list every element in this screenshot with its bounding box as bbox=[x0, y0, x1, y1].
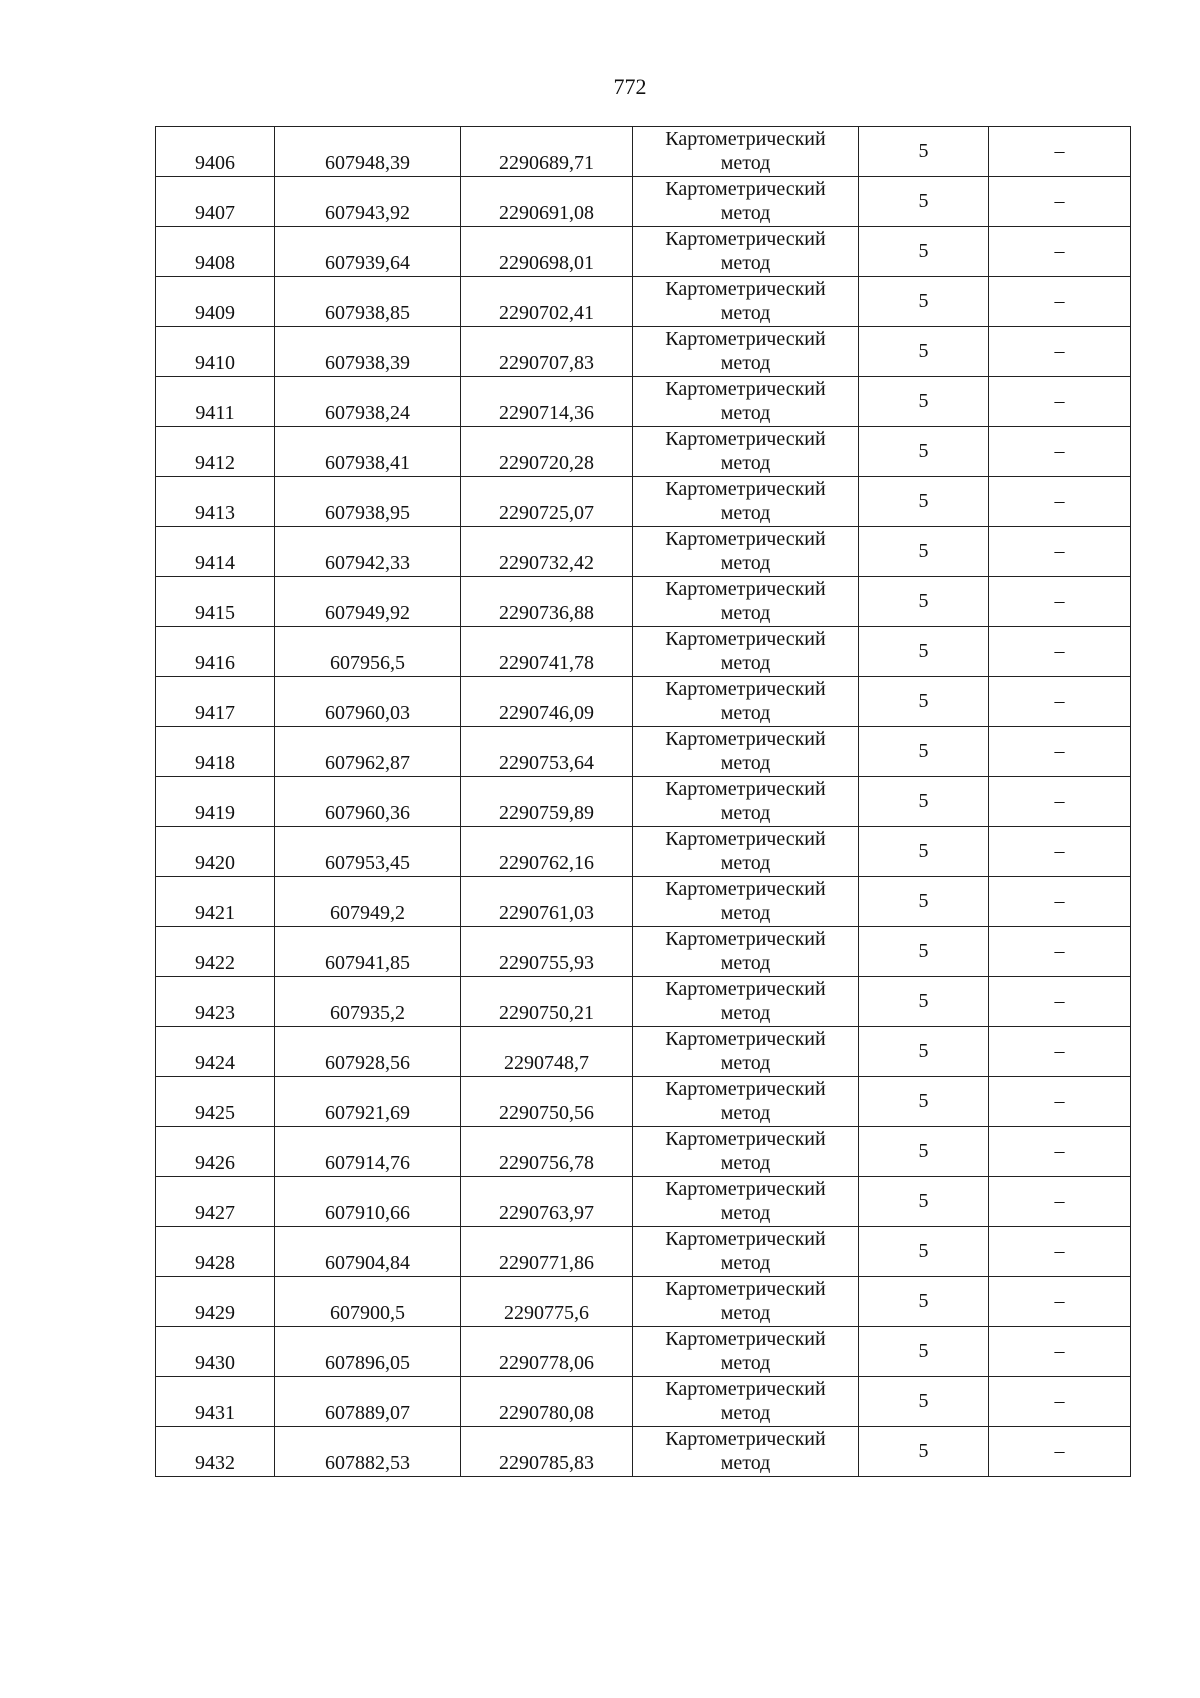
y-coordinate-cell: 2290750,21 bbox=[461, 977, 633, 1027]
table-row bbox=[156, 627, 1131, 677]
x-coordinate-cell: 607938,95 bbox=[275, 477, 461, 527]
method-line-1: Картометрический bbox=[665, 328, 826, 350]
note-cell: – bbox=[989, 627, 1131, 677]
method-line-1: Картометрический bbox=[665, 628, 826, 650]
method-line-2: метод bbox=[720, 1202, 771, 1224]
y-coordinate-cell: 2290736,88 bbox=[461, 577, 633, 627]
method-line-1: Картометрический bbox=[665, 1428, 826, 1450]
x-coordinate-cell: 607914,76 bbox=[275, 1127, 461, 1177]
method-line-1: Картометрический bbox=[665, 728, 826, 750]
point-number-cell: 9421 bbox=[156, 877, 275, 927]
method-line-2: метод bbox=[720, 602, 771, 624]
table-row bbox=[156, 527, 1131, 577]
table-row bbox=[156, 977, 1131, 1027]
table-row bbox=[156, 577, 1131, 627]
method-line-1: Картометрический bbox=[665, 678, 826, 700]
method-line-2: метод bbox=[720, 202, 771, 224]
note-cell: – bbox=[989, 227, 1131, 277]
method-line-2: метод bbox=[720, 752, 771, 774]
coordinates-table bbox=[155, 126, 1131, 1477]
method-line-1: Картометрический bbox=[665, 428, 826, 450]
x-coordinate-cell: 607938,39 bbox=[275, 327, 461, 377]
x-coordinate-cell: 607960,36 bbox=[275, 777, 461, 827]
accuracy-cell: 5 bbox=[859, 727, 989, 777]
y-coordinate-cell: 2290748,7 bbox=[461, 1027, 633, 1077]
note-cell: – bbox=[989, 1027, 1131, 1077]
table-row bbox=[156, 327, 1131, 377]
point-number-cell: 9413 bbox=[156, 477, 275, 527]
table-row bbox=[156, 1177, 1131, 1227]
x-coordinate-cell: 607960,03 bbox=[275, 677, 461, 727]
y-coordinate-cell: 2290761,03 bbox=[461, 877, 633, 927]
note-cell: – bbox=[989, 1077, 1131, 1127]
point-number-cell: 9408 bbox=[156, 227, 275, 277]
table-row bbox=[156, 277, 1131, 327]
method-cell bbox=[633, 427, 859, 477]
note-cell: – bbox=[989, 1227, 1131, 1277]
method-cell bbox=[633, 127, 859, 177]
note-cell: – bbox=[989, 877, 1131, 927]
method-cell bbox=[633, 1027, 859, 1077]
note-cell: – bbox=[989, 827, 1131, 877]
method-cell bbox=[633, 527, 859, 577]
y-coordinate-cell: 2290775,6 bbox=[461, 1277, 633, 1327]
method-line-2: метод bbox=[720, 952, 771, 974]
method-line-2: метод bbox=[720, 402, 771, 424]
accuracy-cell: 5 bbox=[859, 627, 989, 677]
note-cell: – bbox=[989, 277, 1131, 327]
point-number-cell: 9424 bbox=[156, 1027, 275, 1077]
table-row bbox=[156, 177, 1131, 227]
y-coordinate-cell: 2290698,01 bbox=[461, 227, 633, 277]
method-line-2: метод bbox=[720, 502, 771, 524]
point-number-cell: 9411 bbox=[156, 377, 275, 427]
method-line-2: метод bbox=[720, 302, 771, 324]
method-cell bbox=[633, 877, 859, 927]
point-number-cell: 9416 bbox=[156, 627, 275, 677]
y-coordinate-cell: 2290762,16 bbox=[461, 827, 633, 877]
method-line-1: Картометрический bbox=[665, 228, 826, 250]
note-cell: – bbox=[989, 1127, 1131, 1177]
note-cell: – bbox=[989, 1327, 1131, 1377]
method-line-1: Картометрический bbox=[665, 978, 826, 1000]
note-cell: – bbox=[989, 677, 1131, 727]
method-line-1: Картометрический bbox=[665, 128, 826, 150]
x-coordinate-cell: 607900,5 bbox=[275, 1277, 461, 1327]
note-cell: – bbox=[989, 177, 1131, 227]
x-coordinate-cell: 607943,92 bbox=[275, 177, 461, 227]
table-row bbox=[156, 127, 1131, 177]
accuracy-cell: 5 bbox=[859, 327, 989, 377]
note-cell: – bbox=[989, 377, 1131, 427]
y-coordinate-cell: 2290720,28 bbox=[461, 427, 633, 477]
x-coordinate-cell: 607949,92 bbox=[275, 577, 461, 627]
method-line-2: метод bbox=[720, 252, 771, 274]
method-line-1: Картометрический bbox=[665, 828, 826, 850]
accuracy-cell: 5 bbox=[859, 177, 989, 227]
method-line-1: Картометрический bbox=[665, 178, 826, 200]
method-line-2: метод bbox=[720, 1452, 771, 1474]
x-coordinate-cell: 607896,05 bbox=[275, 1327, 461, 1377]
note-cell: – bbox=[989, 327, 1131, 377]
table-row bbox=[156, 1077, 1131, 1127]
method-line-1: Картометрический bbox=[665, 1378, 826, 1400]
table-row bbox=[156, 877, 1131, 927]
method-line-2: метод bbox=[720, 802, 771, 824]
accuracy-cell: 5 bbox=[859, 827, 989, 877]
accuracy-cell: 5 bbox=[859, 277, 989, 327]
method-line-2: метод bbox=[720, 1052, 771, 1074]
table-row bbox=[156, 1327, 1131, 1377]
accuracy-cell: 5 bbox=[859, 1027, 989, 1077]
note-cell: – bbox=[989, 727, 1131, 777]
y-coordinate-cell: 2290785,83 bbox=[461, 1427, 633, 1477]
x-coordinate-cell: 607910,66 bbox=[275, 1177, 461, 1227]
accuracy-cell: 5 bbox=[859, 1227, 989, 1277]
point-number-cell: 9428 bbox=[156, 1227, 275, 1277]
table-row bbox=[156, 1427, 1131, 1477]
y-coordinate-cell: 2290741,78 bbox=[461, 627, 633, 677]
accuracy-cell: 5 bbox=[859, 127, 989, 177]
y-coordinate-cell: 2290756,78 bbox=[461, 1127, 633, 1177]
method-line-1: Картометрический bbox=[665, 1178, 826, 1200]
point-number-cell: 9415 bbox=[156, 577, 275, 627]
method-line-2: метод bbox=[720, 852, 771, 874]
method-line-2: метод bbox=[720, 902, 771, 924]
x-coordinate-cell: 607948,39 bbox=[275, 127, 461, 177]
method-cell bbox=[633, 777, 859, 827]
accuracy-cell: 5 bbox=[859, 377, 989, 427]
note-cell: – bbox=[989, 1427, 1131, 1477]
method-cell bbox=[633, 1227, 859, 1277]
method-line-1: Картометрический bbox=[665, 1328, 826, 1350]
method-line-2: метод bbox=[720, 152, 771, 174]
accuracy-cell: 5 bbox=[859, 1127, 989, 1177]
method-line-1: Картометрический bbox=[665, 1228, 826, 1250]
accuracy-cell: 5 bbox=[859, 427, 989, 477]
point-number-cell: 9406 bbox=[156, 127, 275, 177]
x-coordinate-cell: 607962,87 bbox=[275, 727, 461, 777]
table-row bbox=[156, 377, 1131, 427]
point-number-cell: 9417 bbox=[156, 677, 275, 727]
note-cell: – bbox=[989, 777, 1131, 827]
method-line-2: метод bbox=[720, 1352, 771, 1374]
page-number: 772 bbox=[613, 74, 647, 99]
y-coordinate-cell: 2290746,09 bbox=[461, 677, 633, 727]
x-coordinate-cell: 607949,2 bbox=[275, 877, 461, 927]
method-line-2: метод bbox=[720, 552, 771, 574]
method-line-2: метод bbox=[720, 1252, 771, 1274]
point-number-cell: 9422 bbox=[156, 927, 275, 977]
method-cell bbox=[633, 977, 859, 1027]
method-cell bbox=[633, 1327, 859, 1377]
accuracy-cell: 5 bbox=[859, 777, 989, 827]
note-cell: – bbox=[989, 1277, 1131, 1327]
x-coordinate-cell: 607938,24 bbox=[275, 377, 461, 427]
table-row bbox=[156, 1377, 1131, 1427]
x-coordinate-cell: 607904,84 bbox=[275, 1227, 461, 1277]
method-line-1: Картометрический bbox=[665, 1078, 826, 1100]
method-line-1: Картометрический bbox=[665, 278, 826, 300]
point-number-cell: 9419 bbox=[156, 777, 275, 827]
method-line-2: метод bbox=[720, 702, 771, 724]
table-row bbox=[156, 927, 1131, 977]
method-line-1: Картометрический bbox=[665, 928, 826, 950]
method-cell bbox=[633, 727, 859, 777]
point-number-cell: 9426 bbox=[156, 1127, 275, 1177]
point-number-cell: 9425 bbox=[156, 1077, 275, 1127]
method-line-1: Картометрический bbox=[665, 878, 826, 900]
accuracy-cell: 5 bbox=[859, 1377, 989, 1427]
accuracy-cell: 5 bbox=[859, 677, 989, 727]
y-coordinate-cell: 2290780,08 bbox=[461, 1377, 633, 1427]
y-coordinate-cell: 2290689,71 bbox=[461, 127, 633, 177]
method-line-2: метод bbox=[720, 352, 771, 374]
y-coordinate-cell: 2290750,56 bbox=[461, 1077, 633, 1127]
accuracy-cell: 5 bbox=[859, 927, 989, 977]
method-line-2: метод bbox=[720, 1402, 771, 1424]
method-cell bbox=[633, 377, 859, 427]
table-row bbox=[156, 777, 1131, 827]
y-coordinate-cell: 2290691,08 bbox=[461, 177, 633, 227]
y-coordinate-cell: 2290755,93 bbox=[461, 927, 633, 977]
coordinates-table-body bbox=[156, 127, 1131, 1477]
method-line-1: Картометрический bbox=[665, 378, 826, 400]
x-coordinate-cell: 607889,07 bbox=[275, 1377, 461, 1427]
y-coordinate-cell: 2290725,07 bbox=[461, 477, 633, 527]
point-number-cell: 9410 bbox=[156, 327, 275, 377]
note-cell: – bbox=[989, 977, 1131, 1027]
accuracy-cell: 5 bbox=[859, 1177, 989, 1227]
note-cell: – bbox=[989, 477, 1131, 527]
method-cell bbox=[633, 277, 859, 327]
note-cell: – bbox=[989, 527, 1131, 577]
point-number-cell: 9429 bbox=[156, 1277, 275, 1327]
point-number-cell: 9409 bbox=[156, 277, 275, 327]
method-line-2: метод bbox=[720, 452, 771, 474]
table-row bbox=[156, 1227, 1131, 1277]
table-row bbox=[156, 677, 1131, 727]
x-coordinate-cell: 607938,41 bbox=[275, 427, 461, 477]
method-cell bbox=[633, 1377, 859, 1427]
method-cell bbox=[633, 327, 859, 377]
note-cell: – bbox=[989, 1377, 1131, 1427]
table-row bbox=[156, 1027, 1131, 1077]
accuracy-cell: 5 bbox=[859, 527, 989, 577]
y-coordinate-cell: 2290753,64 bbox=[461, 727, 633, 777]
x-coordinate-cell: 607921,69 bbox=[275, 1077, 461, 1127]
method-cell bbox=[633, 227, 859, 277]
accuracy-cell: 5 bbox=[859, 877, 989, 927]
point-number-cell: 9430 bbox=[156, 1327, 275, 1377]
x-coordinate-cell: 607928,56 bbox=[275, 1027, 461, 1077]
x-coordinate-cell: 607941,85 bbox=[275, 927, 461, 977]
method-cell bbox=[633, 1177, 859, 1227]
x-coordinate-cell: 607956,5 bbox=[275, 627, 461, 677]
accuracy-cell: 5 bbox=[859, 977, 989, 1027]
method-cell bbox=[633, 1427, 859, 1477]
method-cell bbox=[633, 627, 859, 677]
method-line-1: Картометрический bbox=[665, 778, 826, 800]
method-line-2: метод bbox=[720, 1002, 771, 1024]
method-line-1: Картометрический bbox=[665, 528, 826, 550]
method-cell bbox=[633, 927, 859, 977]
y-coordinate-cell: 2290714,36 bbox=[461, 377, 633, 427]
accuracy-cell: 5 bbox=[859, 1277, 989, 1327]
method-line-1: Картометрический bbox=[665, 1128, 826, 1150]
x-coordinate-cell: 607953,45 bbox=[275, 827, 461, 877]
method-line-1: Картометрический bbox=[665, 478, 826, 500]
y-coordinate-cell: 2290707,83 bbox=[461, 327, 633, 377]
method-line-1: Картометрический bbox=[665, 578, 826, 600]
point-number-cell: 9412 bbox=[156, 427, 275, 477]
x-coordinate-cell: 607935,2 bbox=[275, 977, 461, 1027]
y-coordinate-cell: 2290702,41 bbox=[461, 277, 633, 327]
table-row bbox=[156, 827, 1131, 877]
y-coordinate-cell: 2290778,06 bbox=[461, 1327, 633, 1377]
x-coordinate-cell: 607942,33 bbox=[275, 527, 461, 577]
table-row bbox=[156, 727, 1131, 777]
accuracy-cell: 5 bbox=[859, 477, 989, 527]
point-number-cell: 9414 bbox=[156, 527, 275, 577]
table-row bbox=[156, 1127, 1131, 1177]
x-coordinate-cell: 607882,53 bbox=[275, 1427, 461, 1477]
method-line-2: метод bbox=[720, 1102, 771, 1124]
method-cell bbox=[633, 1277, 859, 1327]
method-line-1: Картометрический bbox=[665, 1028, 826, 1050]
method-line-2: метод bbox=[720, 1302, 771, 1324]
point-number-cell: 9431 bbox=[156, 1377, 275, 1427]
note-cell: – bbox=[989, 427, 1131, 477]
note-cell: – bbox=[989, 1177, 1131, 1227]
x-coordinate-cell: 607938,85 bbox=[275, 277, 461, 327]
point-number-cell: 9427 bbox=[156, 1177, 275, 1227]
note-cell: – bbox=[989, 127, 1131, 177]
method-cell bbox=[633, 1127, 859, 1177]
method-cell bbox=[633, 177, 859, 227]
table-row bbox=[156, 477, 1131, 527]
method-cell bbox=[633, 677, 859, 727]
y-coordinate-cell: 2290771,86 bbox=[461, 1227, 633, 1277]
method-line-2: метод bbox=[720, 1152, 771, 1174]
accuracy-cell: 5 bbox=[859, 1077, 989, 1127]
accuracy-cell: 5 bbox=[859, 577, 989, 627]
point-number-cell: 9407 bbox=[156, 177, 275, 227]
point-number-cell: 9418 bbox=[156, 727, 275, 777]
table-row bbox=[156, 227, 1131, 277]
point-number-cell: 9420 bbox=[156, 827, 275, 877]
method-cell bbox=[633, 1077, 859, 1127]
note-cell: – bbox=[989, 577, 1131, 627]
table-row bbox=[156, 1277, 1131, 1327]
accuracy-cell: 5 bbox=[859, 1427, 989, 1477]
method-line-1: Картометрический bbox=[665, 1278, 826, 1300]
y-coordinate-cell: 2290759,89 bbox=[461, 777, 633, 827]
point-number-cell: 9432 bbox=[156, 1427, 275, 1477]
method-cell bbox=[633, 477, 859, 527]
method-cell bbox=[633, 827, 859, 877]
table-row bbox=[156, 427, 1131, 477]
y-coordinate-cell: 2290732,42 bbox=[461, 527, 633, 577]
method-cell bbox=[633, 577, 859, 627]
method-line-2: метод bbox=[720, 652, 771, 674]
point-number-cell: 9423 bbox=[156, 977, 275, 1027]
x-coordinate-cell: 607939,64 bbox=[275, 227, 461, 277]
accuracy-cell: 5 bbox=[859, 1327, 989, 1377]
y-coordinate-cell: 2290763,97 bbox=[461, 1177, 633, 1227]
accuracy-cell: 5 bbox=[859, 227, 989, 277]
note-cell: – bbox=[989, 927, 1131, 977]
